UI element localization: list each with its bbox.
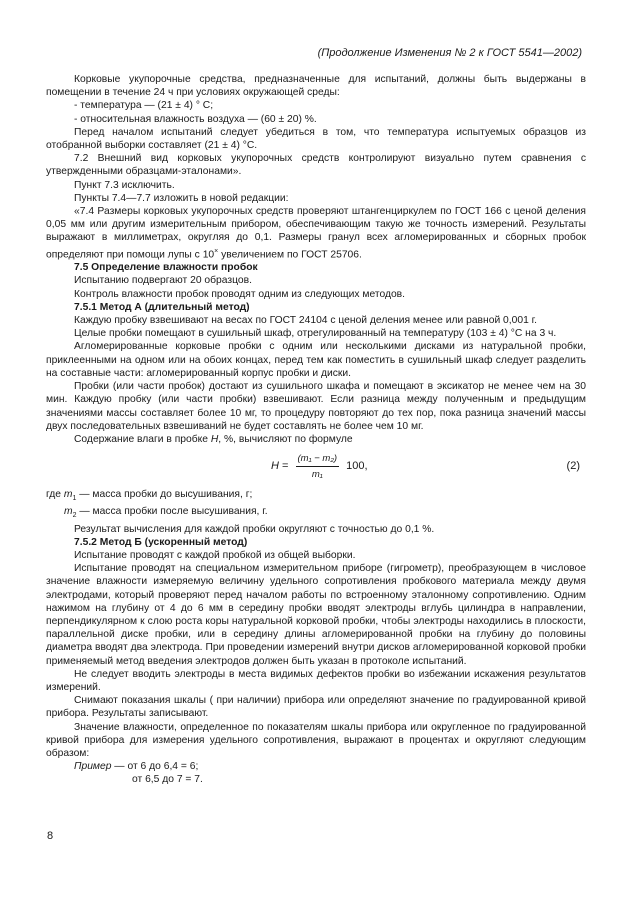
paragraph: Агломерированные корковые пробки с одним или несколькими дисками из натуральной пробки, приклеенными на одном или на обоих концах, перед тем как поместить в сушильный шкаф следует разделить на составные части: агломерированный корпус пробки и диски. [46,341,586,379]
text: , %, вычисляют по формуле [218,433,353,445]
paragraph: Пункты 7.4—7.7 изложить в новой редакции: [74,192,289,204]
formula-factor: 100, [343,460,368,473]
legend-line [46,505,586,522]
variable: m [64,506,73,518]
formula-equals: = [278,460,292,473]
equation-number: (2) [566,460,580,473]
text: — масса пробки после высушивания, г. [76,506,268,518]
section-heading: 7.5 Определение влажности пробок [74,262,258,274]
text: «7.4 Размеры корковых укупорочных средств проверяют штангенциркулем по ГОСТ 166 с ценой деления 0,05 мм или другим измерительным прибором, обеспечивающим такую же точность измерений. Результаты выражают в миллиметрах, округляя до 0,1. Размеры гранул всех агломерированных и сборных пробок определяют при помощи лупы с 10 [46,206,586,261]
example-line: от 6,5 до 7 = 7. [132,774,203,786]
page-number: 8 [47,830,54,842]
section-heading: 7.5.2 Метод Б (ускоренный метод) [74,536,248,548]
text: где [46,489,64,501]
paragraph: Испытание проводят с каждой пробкой из общей выборки. [74,550,356,562]
paragraph [46,205,586,261]
formula-fraction [296,452,340,481]
formula-lhs: H [271,460,279,473]
text: — от 6 до 6,4 = 6; [111,761,199,773]
paragraph: Испытание проводят на специальном измерительном приборе (гигрометр), преобразующем в числовое значение влажности измеряемую величину удельного сопротивления пробкового материала между двумя электродами, который проверяют перед началом работы по встроенному эталонному сопротивлению. Одним нажимом на глубину от 4 до 6 мм в середину пробки вводят электроды вглубь цилиндра в направлении, перпендикулярном к слою роста коры натуральной корковой пробки, чтобы электроды находились в плоскости, параллельной диске пробки, или в середину длины агломерированной пробки на глубину до половины диаметра вводят два электрода. При проведении измерений внутри дисков агломерированной корковой пробки применяемый метод введения электродов должен быть указан в протоколе испытаний. [46,563,586,667]
paragraph: - температура — (21 ± 4) ° С; [74,100,214,112]
superscript: × [214,247,219,255]
paragraph: - относительная влажность воздуха — (60 ± 20) %. [74,113,317,125]
paragraph: Контроль влажности пробок проводят одним из следующих методов. [74,288,406,300]
paragraph: Перед началом испытаний следует убедиться в том, что температура испытуемых образцов из отобранной выборки составляет (21 ± 4) °С. [46,126,586,152]
text: — масса пробки до высушивания, г; [76,489,253,501]
example-label: Пример [74,761,112,773]
formula-expression [271,452,368,481]
paragraph: Значение влажности, определенное по показателям шкалы прибора или округленное по градуированной кривой прибора для измерения удельного сопротивления, выражают в процентах и округляют следующим образом: [46,721,586,760]
example-line [46,760,586,773]
paragraph: Пункт 7.3 исключить. [74,179,175,191]
subscript: 2 [72,512,77,520]
running-header: (Продолжение Изменения № 2 к ГОСТ 5541—2002) [317,47,582,59]
paragraph: Снимают показания шкалы ( при наличии) прибора или определяют значение по градуированной кривой прибора. Результаты записывают. [46,695,586,720]
formula-denominator: m₁ [311,469,323,481]
paragraph: Каждую пробку взвешивают на весах по ГОСТ 24104 с ценой деления менее или равной 0,001 г. [74,315,538,327]
variable: m [63,489,73,501]
paragraph: Результат вычисления для каждой пробки округляют с точностью до 0,1 %. [74,523,435,535]
paragraph: Пробки (или части пробок) достают из сушильного шкафа и помещают в эксикатор не менее чем на 30 мин. Каждую пробку (или части пробки) взвешивают. Если разница между полученным и предыдущим значениями массы составляет более 10 мг, то процедуру повторяют до тех пор, пока разница значений массы двух последовательных взвешиваний не будет составлять не более чем 10 мг. [46,381,586,432]
paragraph: Испытанию подвергают 20 образцов. [74,275,252,287]
paragraph: 7.2 Внешний вид корковых укупорочных средств контролируют визуально путем сравнения с утвержденными образцами-эталонами». [46,153,586,178]
text: увеличением по ГОСТ 25706. [218,249,362,261]
paragraph [46,433,586,446]
formula [46,448,586,488]
paragraph: Целые пробки помещают в сушильный шкаф, отрегулированный на температуру (103 ± 4) °С на 3 ч. [74,328,557,340]
formula-numerator: (m₁ − m₂) [296,452,340,467]
document-body [46,73,586,787]
paragraph: Корковые укупорочные средства, предназначенные для испытаний, должны быть выдержаны в помещении в течение 24 ч при условиях окружающей среды: [46,74,586,99]
section-heading: 7.5.1 Метод А (длительный метод) [74,301,250,313]
subscript: 1 [72,495,77,503]
text: Содержание влаги в пробке [74,433,211,445]
legend-line [46,488,586,505]
variable: H [210,433,219,445]
paragraph: Не следует вводить электроды в места видимых дефектов пробки во избежании искажения результатов измерений. [46,668,586,694]
